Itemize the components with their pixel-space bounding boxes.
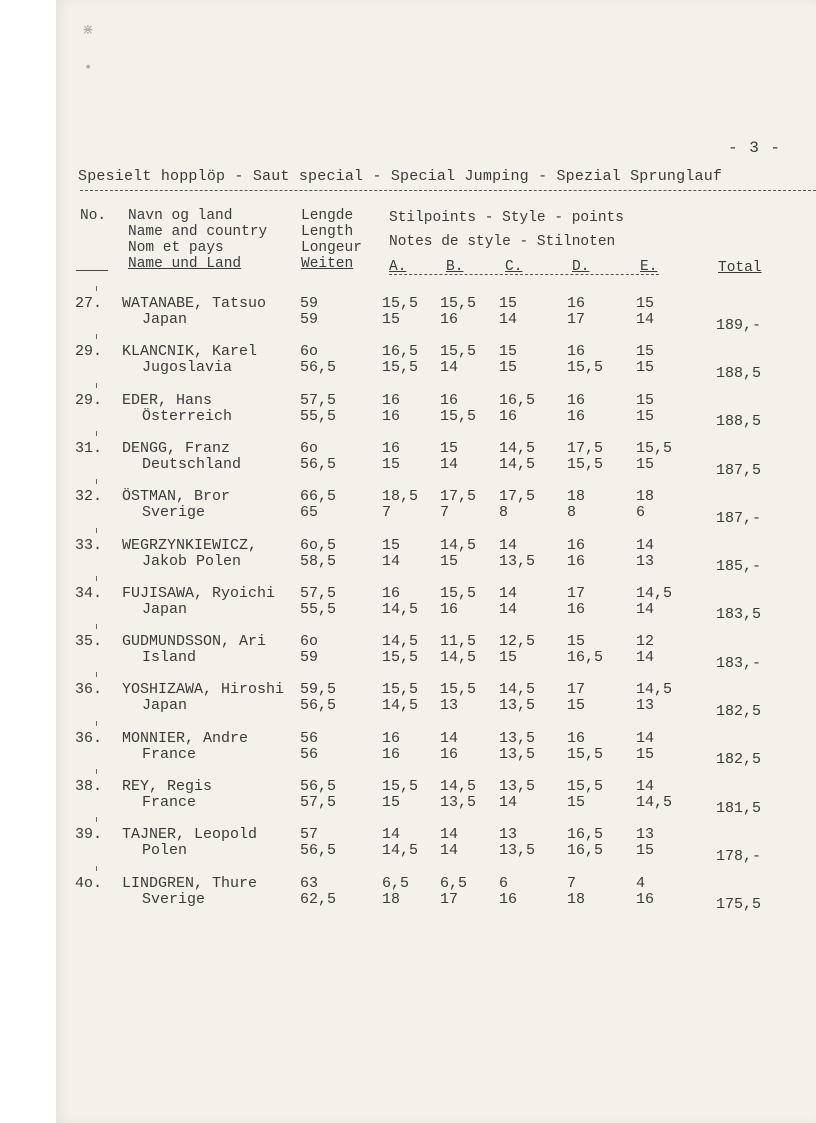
competitor-country: Japan: [142, 697, 188, 715]
judge-d-score: 16: [567, 343, 586, 361]
judge-e-score: 14: [636, 649, 655, 667]
page-number: - 3 -: [728, 139, 782, 157]
jump-length: 59: [300, 649, 319, 667]
judge-b-score: 15,5: [440, 681, 477, 699]
rank: 27.: [75, 295, 103, 312]
judge-c-score: 13,5: [499, 697, 536, 715]
total-score: 182,5: [716, 703, 762, 720]
competitor-name: EDER, Hans: [122, 391, 213, 409]
total-score: 181,5: [716, 799, 762, 817]
judge-d-score: 16,5: [567, 826, 604, 844]
rank: 39.: [75, 826, 103, 844]
jump-length: 66,5: [300, 488, 337, 506]
judge-c-score: 13,5: [499, 745, 536, 763]
judge-e-score: 13: [636, 697, 655, 715]
judge-a-score: 14,5: [382, 697, 419, 715]
judge-a-score: 16: [382, 729, 401, 747]
jump-length: 65: [300, 504, 319, 522]
judge-a-score: 7: [382, 504, 392, 522]
jump-length: 56,5: [300, 778, 337, 795]
header-judge-d: D.: [572, 259, 590, 275]
rank: 31.: [75, 439, 103, 457]
judge-c-score: 16: [499, 890, 518, 908]
judge-b-score: 15,5: [440, 584, 477, 602]
judge-b-score: 15,5: [440, 295, 477, 312]
judge-e-score: 15: [636, 842, 655, 860]
judge-b-score: 6,5: [440, 874, 468, 892]
total-score: 189,-: [716, 316, 762, 334]
judge-e-score: 14: [636, 600, 655, 618]
judge-c-score: 6: [499, 874, 509, 892]
judge-e-score: 15: [636, 295, 655, 312]
judge-d-score: 15,5: [567, 455, 604, 473]
judge-d-score: 17: [567, 311, 586, 328]
header-name-2: Name and country: [128, 224, 268, 240]
judge-c-score: 14,5: [499, 455, 536, 473]
row-tick: [96, 817, 97, 822]
rank: 4o.: [75, 874, 103, 892]
judge-d-score: 16: [567, 407, 586, 425]
judge-b-score: 15: [440, 439, 459, 457]
competitor-country: Sverige: [142, 504, 206, 522]
judge-b-score: 14: [440, 359, 459, 377]
judge-a-score: 15: [382, 536, 401, 554]
competitor-country: Jakob Polen: [142, 552, 242, 570]
judge-e-score: 15: [636, 455, 655, 473]
header-name-1: Navn og land: [128, 208, 233, 224]
judge-b-score: 15,5: [440, 407, 477, 425]
judge-d-score: 17: [567, 584, 586, 602]
competitor-country: France: [142, 745, 197, 763]
row-tick: [96, 721, 97, 726]
jump-length: 57,5: [300, 794, 337, 811]
competitor-name: LINDGREN, Thure: [122, 874, 258, 892]
judge-a-score: 18,5: [382, 488, 419, 506]
judge-b-score: 13: [440, 697, 459, 715]
header-total: Total: [718, 260, 762, 276]
judge-c-score: 15: [499, 649, 518, 667]
judge-a-score: 15,5: [382, 359, 419, 377]
judge-a-score: 15,5: [382, 681, 419, 699]
jump-length: 62,5: [300, 890, 337, 908]
judge-d-score: 18: [567, 488, 586, 506]
judge-a-score: 16: [382, 391, 401, 409]
judge-c-score: 15: [499, 343, 518, 361]
header-name-3: Nom et pays: [128, 240, 224, 256]
judge-a-score: 16: [382, 745, 401, 763]
judge-e-score: 18: [636, 488, 655, 506]
judge-c-score: 16,5: [499, 391, 536, 409]
paper-mark: ⋇: [82, 23, 94, 39]
judge-e-score: 14,5: [636, 584, 673, 602]
judge-b-score: 14,5: [440, 649, 477, 667]
header-style-1: Stilpoints - Style - points: [389, 210, 624, 226]
total-score: 178,-: [716, 847, 762, 865]
judge-e-score: 15: [636, 343, 655, 361]
judge-c-score: 13,5: [499, 778, 536, 795]
judge-a-score: 16,5: [382, 343, 419, 361]
competitor-name: GUDMUNDSSON, Ari: [122, 633, 267, 651]
judge-d-score: 8: [567, 504, 577, 522]
jump-length: 6o: [300, 439, 319, 457]
row-tick: [96, 431, 97, 436]
competitor-name: YOSHIZAWA, Hiroshi: [122, 681, 285, 699]
jump-length: 6o: [300, 343, 319, 361]
judge-a-score: 6,5: [382, 874, 410, 892]
jump-length: 59,5: [300, 681, 337, 699]
judge-d-score: 16: [567, 391, 586, 409]
rank: 29.: [75, 391, 103, 409]
judge-e-score: 13: [636, 826, 655, 844]
jump-length: 56,5: [300, 697, 337, 715]
judge-d-score: 16,5: [567, 842, 604, 860]
judge-c-score: 16: [499, 407, 518, 425]
competitor-country: Österreich: [142, 407, 233, 425]
judge-a-score: 14,5: [382, 842, 419, 860]
judge-e-score: 14: [636, 729, 655, 747]
judge-d-score: 15: [567, 697, 586, 715]
competitor-name: DENGG, Franz: [122, 439, 231, 457]
total-score: 185,-: [716, 558, 762, 576]
judge-c-score: 14: [499, 584, 518, 602]
judge-e-score: 6: [636, 504, 646, 522]
judge-c-score: 14: [499, 600, 518, 618]
header-length-3: Longeur: [301, 240, 362, 256]
row-tick: [96, 624, 97, 629]
header-style-2: Notes de style - Stilnoten: [389, 234, 616, 250]
competitor-country: Japan: [142, 600, 188, 618]
judge-d-score: 17: [567, 681, 586, 699]
competitor-name: KLANCNIK, Karel: [122, 343, 258, 361]
total-score: 187,5: [716, 461, 762, 479]
judge-c-score: 13,5: [499, 729, 536, 747]
header-name-4: Name und Land: [128, 256, 242, 272]
judge-a-score: 14: [382, 826, 401, 844]
jump-length: 59: [300, 295, 319, 312]
jump-length: 6o: [300, 633, 319, 651]
competitor-country: Japan: [142, 311, 188, 328]
judge-d-score: 16: [567, 536, 586, 554]
page-title: Spesielt hopplöp - Saut special - Special Jumping - Spezial Sprunglauf: [78, 168, 723, 185]
judge-a-score: 15: [382, 794, 401, 811]
competitor-name: MONNIER, Andre: [122, 729, 249, 747]
judge-a-score: 15: [382, 455, 401, 473]
competitor-country: Deutschland: [142, 455, 242, 473]
row-tick: [96, 769, 97, 774]
row-tick: [96, 334, 97, 339]
row-tick: [96, 576, 97, 581]
jump-length: 56,5: [300, 842, 337, 860]
total-score: 187,-: [716, 509, 762, 527]
competitor-country: Polen: [142, 842, 188, 860]
judge-b-score: 14: [440, 455, 459, 473]
competitor-name: WATANABE, Tatsuo: [122, 295, 267, 312]
judge-b-score: 16: [440, 311, 459, 328]
judge-e-score: 15,5: [636, 439, 673, 457]
judge-e-score: 14,5: [636, 794, 673, 811]
judge-d-score: 15: [567, 633, 586, 651]
jump-length: 59: [300, 311, 319, 328]
total-score: 183,-: [716, 654, 762, 672]
competitor-country: France: [142, 794, 197, 811]
judge-b-score: 17,5: [440, 488, 477, 506]
competitor-name: ÖSTMAN, Bror: [122, 488, 231, 506]
jump-length: 57: [300, 826, 319, 844]
title-divider: [80, 190, 816, 191]
jump-length: 57,5: [300, 584, 337, 602]
judge-b-score: 15: [440, 552, 459, 570]
judge-a-score: 14,5: [382, 633, 419, 651]
jump-length: 63: [300, 874, 319, 892]
judge-b-score: 11,5: [440, 633, 477, 651]
judge-a-score: 16: [382, 407, 401, 425]
judge-d-score: 15,5: [567, 359, 604, 377]
judge-b-score: 16: [440, 745, 459, 763]
header-judge-e: E.: [640, 259, 658, 275]
competitor-country: Sverige: [142, 890, 206, 908]
competitor-name: WEGRZYNKIEWICZ,: [122, 536, 258, 554]
judge-c-score: 13,5: [499, 842, 536, 860]
total-score: 188,5: [716, 413, 762, 431]
judge-e-score: 15: [636, 407, 655, 425]
total-score: 175,5: [716, 896, 762, 914]
judge-c-score: 13,5: [499, 552, 536, 570]
judge-e-score: 13: [636, 552, 655, 570]
judge-b-score: 14: [440, 826, 459, 844]
judge-e-score: 12: [636, 633, 655, 651]
judge-a-score: 14: [382, 552, 401, 570]
judge-c-score: 15: [499, 295, 518, 312]
row-tick: [96, 528, 97, 533]
rank: 38.: [75, 778, 103, 795]
rank: 36.: [75, 729, 103, 747]
competitor-name: TAJNER, Leopold: [122, 826, 258, 844]
rank: 34.: [75, 584, 103, 602]
judge-c-score: 14: [499, 311, 518, 328]
judge-e-score: 14: [636, 311, 655, 328]
judge-e-score: 4: [636, 874, 646, 892]
total-score: 183,5: [716, 606, 762, 624]
judge-a-score: 18: [382, 890, 401, 908]
judge-b-score: 15,5: [440, 343, 477, 361]
judge-e-score: 14: [636, 536, 655, 554]
header-judge-b: B.: [446, 259, 464, 275]
rank: 33.: [75, 536, 103, 554]
rank: 29.: [75, 343, 103, 361]
judge-a-score: 16: [382, 439, 401, 457]
judge-a-score: 15,5: [382, 649, 419, 667]
judge-c-score: 14: [499, 794, 518, 811]
judge-b-score: 13,5: [440, 794, 477, 811]
judge-b-score: 16: [440, 391, 459, 409]
row-tick: [96, 286, 97, 291]
header-no: No.: [80, 208, 107, 224]
competitor-name: REY, Regis: [122, 778, 213, 795]
jump-length: 56: [300, 745, 319, 763]
judge-c-score: 14,5: [499, 439, 536, 457]
competitor-country: Island: [142, 649, 197, 667]
judge-d-score: 16: [567, 729, 586, 747]
judge-e-score: 15: [636, 391, 655, 409]
row-tick: [96, 383, 97, 388]
rank: 36.: [75, 681, 103, 699]
jump-length: 55,5: [300, 407, 337, 425]
competitor-name: FUJISAWA, Ryoichi: [122, 584, 276, 602]
judge-d-score: 15,5: [567, 745, 604, 763]
header-length-1: Lengde: [301, 208, 354, 224]
header-length-4: Weiten: [301, 256, 354, 272]
judge-e-score: 15: [636, 359, 655, 377]
judge-b-score: 14: [440, 729, 459, 747]
judge-d-score: 18: [567, 890, 586, 908]
judge-c-score: 17,5: [499, 488, 536, 506]
judge-d-score: 16: [567, 295, 586, 312]
judge-c-score: 14: [499, 536, 518, 554]
header-judges-rule: [389, 274, 659, 275]
judge-d-score: 16,5: [567, 649, 604, 667]
rank: 32.: [75, 488, 103, 506]
judge-d-score: 7: [567, 874, 577, 892]
judge-c-score: 14,5: [499, 681, 536, 699]
rank: 35.: [75, 633, 103, 651]
judge-b-score: 7: [440, 504, 450, 522]
judge-e-score: 14: [636, 778, 655, 795]
jump-length: 58,5: [300, 552, 337, 570]
judge-d-score: 17,5: [567, 439, 604, 457]
jump-length: 56,5: [300, 359, 337, 377]
header-judge-c: C.: [505, 259, 523, 275]
row-tick: [96, 866, 97, 871]
judge-d-score: 15: [567, 794, 586, 811]
judge-a-score: 15,5: [382, 778, 419, 795]
judge-c-score: 8: [499, 504, 509, 522]
judge-a-score: 14,5: [382, 600, 419, 618]
judge-e-score: 16: [636, 890, 655, 908]
judge-d-score: 16: [567, 552, 586, 570]
judge-b-score: 14,5: [440, 778, 477, 795]
judge-e-score: 14,5: [636, 681, 673, 699]
judge-a-score: 15,5: [382, 295, 419, 312]
judge-d-score: 16: [567, 600, 586, 618]
jump-length: 56,5: [300, 455, 337, 473]
competitor-country: Jugoslavia: [142, 359, 233, 377]
judge-d-score: 15,5: [567, 778, 604, 795]
judge-c-score: 13: [499, 826, 518, 844]
judge-e-score: 15: [636, 745, 655, 763]
paper-mark: •: [84, 60, 93, 76]
judge-c-score: 12,5: [499, 633, 536, 651]
row-tick: [96, 479, 97, 484]
header-no-rule: [76, 270, 108, 271]
judge-b-score: 17: [440, 890, 459, 908]
row-tick: [96, 672, 97, 677]
judge-a-score: 16: [382, 584, 401, 602]
total-score: 188,5: [716, 364, 762, 382]
judge-b-score: 16: [440, 600, 459, 618]
judge-c-score: 15: [499, 359, 518, 377]
header-length-2: Length: [301, 224, 354, 240]
total-score: 182,5: [716, 751, 762, 769]
judge-a-score: 15: [382, 311, 401, 328]
header-judge-a: A.: [389, 259, 407, 275]
jump-length: 56: [300, 729, 319, 747]
jump-length: 6o,5: [300, 536, 337, 554]
jump-length: 55,5: [300, 600, 337, 618]
judge-b-score: 14: [440, 842, 459, 860]
jump-length: 57,5: [300, 391, 337, 409]
judge-b-score: 14,5: [440, 536, 477, 554]
